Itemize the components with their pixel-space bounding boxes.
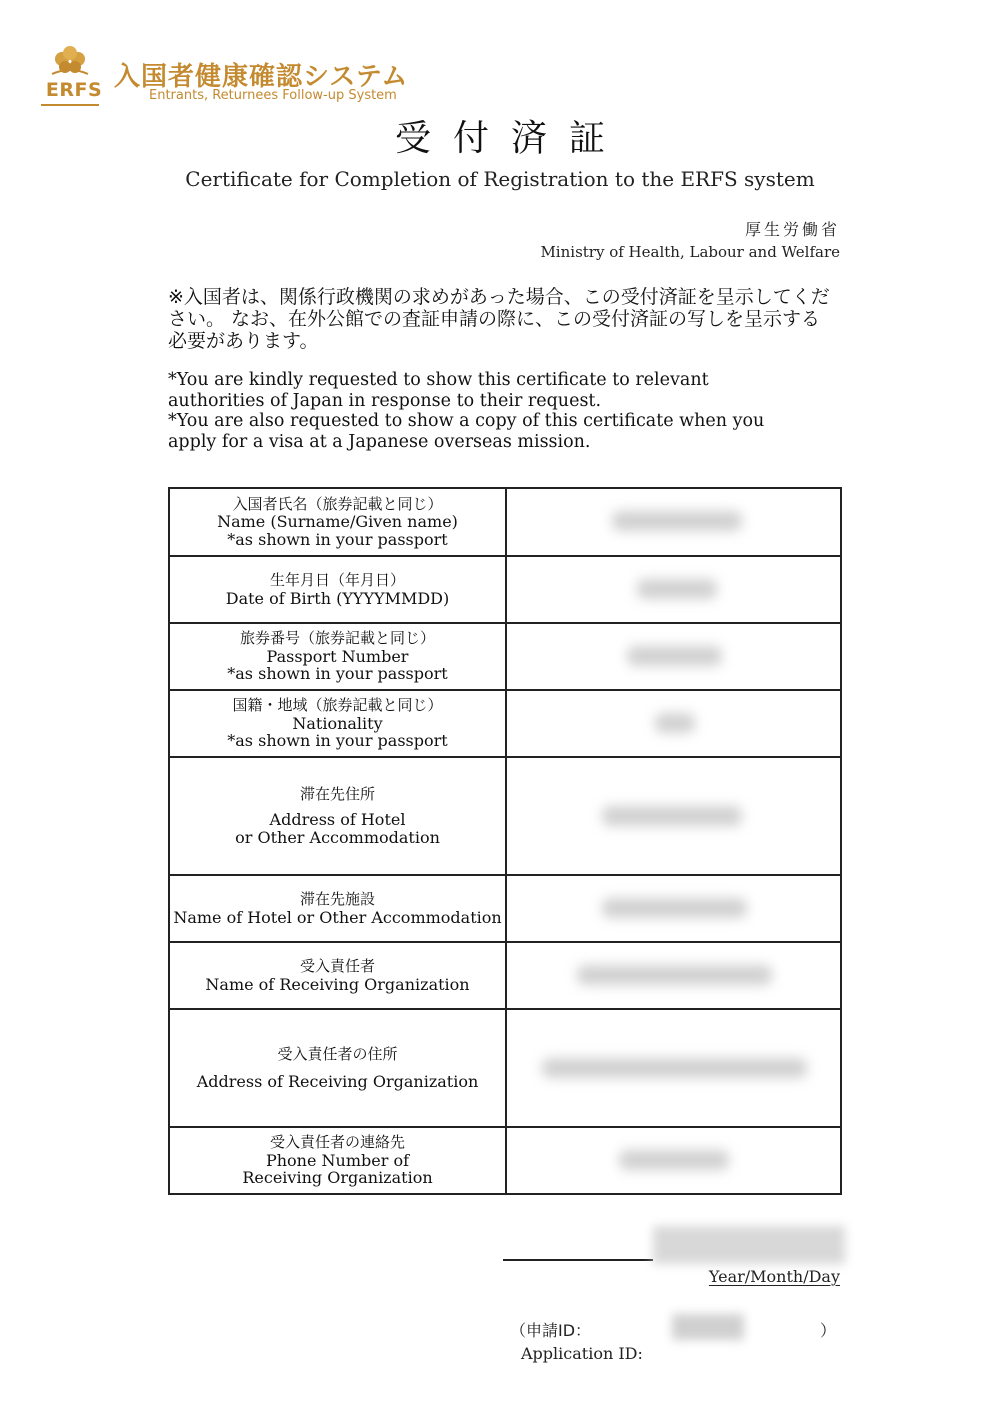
redacted-value [612, 511, 742, 531]
redacted-value [602, 898, 747, 918]
label-note: *as shown in your passport [227, 529, 448, 549]
field-value-address [506, 757, 841, 875]
label-jp: 受入責任者の住所 [277, 1045, 398, 1063]
notice-jp: ※入国者は、関係行政機関の求めがあった場合、この受付済証を呈示してください。 なお、在外公館での査証申請の際に、この受付済証の写しを呈示する必要があります。 [168, 286, 830, 352]
logo-name-en: Entrants, Returnees Follow-up System [149, 88, 397, 103]
logo-underline [41, 104, 99, 106]
label-jp: 旅券番号（旅券記載と同じ） [239, 629, 435, 648]
label-en: Nationality [292, 713, 383, 733]
registration-table [168, 487, 842, 1195]
field-value-org-address [506, 1009, 841, 1127]
label-en: Date of Birth (YYYYMMDD) [225, 588, 450, 608]
notice-en-line-2: *You are also requested to show a copy of this certificate when you apply for a visa at a Japanese overseas mission. [168, 411, 765, 452]
notice-en [168, 370, 808, 452]
field-label-passport [169, 623, 506, 690]
redacted-value [637, 579, 717, 599]
field-label-nationality [169, 690, 506, 757]
label-jp: 受入責任者の連絡先 [269, 1133, 405, 1152]
redacted-value [619, 1150, 729, 1170]
issuer-jp: 厚生労働省 [744, 220, 840, 239]
document-title-jp: 受付済証 [394, 118, 627, 159]
field-value-org [506, 942, 841, 1009]
table-row [169, 1009, 841, 1127]
table-row [169, 1127, 841, 1194]
label-en: Address of Receiving Organization [196, 1071, 479, 1091]
field-label-address [169, 757, 506, 875]
label-en: Address of Hotel [269, 810, 406, 830]
notice-en-line-1: *You are kindly requested to show this certificate to relevant authorities of Japan in response to their request. [168, 370, 709, 411]
date-label: Year/Month/Day [708, 1267, 840, 1286]
logo-abbreviation: ERFS [45, 79, 103, 101]
document-title-en: Certificate for Completion of Registration to the ERFS system [185, 167, 815, 191]
field-value-org-phone [506, 1127, 841, 1194]
logo-name-jp: 入国者健康確認システム [114, 62, 409, 92]
label-jp: 滞在先住所 [299, 784, 375, 803]
table-row [169, 556, 841, 623]
erfs-logo [38, 46, 458, 116]
application-id-close-paren: ） [820, 1321, 837, 1340]
table-row [169, 623, 841, 690]
label-en: Name of Hotel or Other Accommodation [173, 907, 502, 927]
field-value-dob [506, 556, 841, 623]
redacted-date [653, 1226, 845, 1264]
field-label-org-phone [169, 1127, 506, 1194]
field-label-org-address [169, 1009, 506, 1127]
redacted-value [627, 646, 722, 666]
field-value-passport [506, 623, 841, 690]
field-value-name [506, 488, 841, 556]
label-note: *as shown in your passport [227, 731, 448, 751]
redacted-application-id [672, 1314, 744, 1340]
redacted-value [577, 965, 772, 985]
field-value-nationality [506, 690, 841, 757]
label-jp: 生年月日（年月日） [269, 571, 405, 589]
label-note: *as shown in your passport [227, 664, 448, 684]
label-en: Passport Number [266, 646, 409, 666]
label-jp: 入国者氏名（旅券記載と同じ） [232, 494, 443, 513]
redacted-value [655, 713, 695, 733]
label-jp: 滞在先施設 [299, 890, 375, 908]
label-en: Name of Receiving Organization [205, 974, 470, 994]
field-label-name [169, 488, 506, 556]
redacted-value [542, 1058, 807, 1078]
application-id-label-jp: （申請ID： [510, 1321, 592, 1340]
table-row [169, 942, 841, 1009]
redacted-value [602, 806, 742, 826]
label-jp: 受入責任者 [299, 957, 375, 975]
table-row [169, 875, 841, 942]
label-en-2: or Other Accommodation [235, 827, 440, 847]
table-row [169, 690, 841, 757]
field-label-dob [169, 556, 506, 623]
label-jp: 国籍・地域（旅券記載と同じ） [232, 696, 443, 715]
table-row [169, 488, 841, 556]
label-en-2: Receiving Organization [242, 1168, 433, 1188]
application-id-label-en: Application ID: [521, 1344, 643, 1363]
label-en: Name (Surname/Given name) [217, 512, 458, 532]
label-en: Phone Number of [265, 1150, 410, 1170]
table-row [169, 757, 841, 875]
date-underline [503, 1259, 653, 1261]
issuer-en: Ministry of Health, Labour and Welfare [540, 243, 840, 261]
field-value-hotel [506, 875, 841, 942]
field-label-org [169, 942, 506, 1009]
field-label-hotel [169, 875, 506, 942]
